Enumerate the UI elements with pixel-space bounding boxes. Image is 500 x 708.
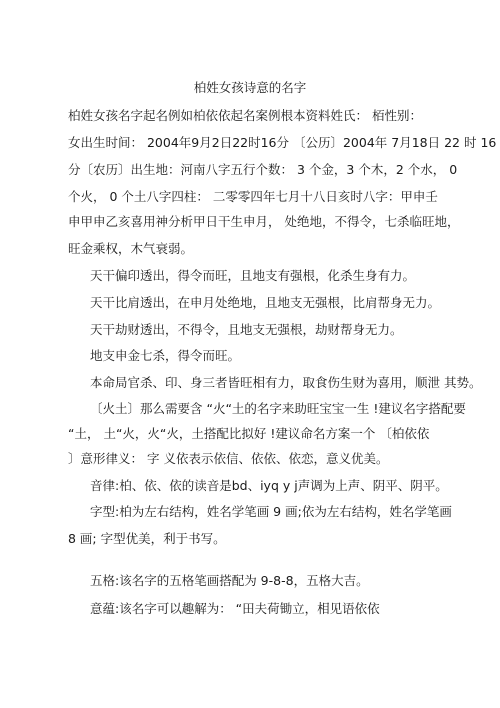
paragraph-line: 8 画; 字型优美，利于书写。 xyxy=(68,531,226,546)
paragraph-line: 旺金乘权，木气衰弱。 xyxy=(68,241,194,256)
paragraph-line: 本命局官杀、印、身三者皆旺相有力，取食伤生财为喜用，顺泄 其势。 xyxy=(90,375,482,390)
paragraph-line: 柏姓女孩名字起名例如柏依依起名案例根本资料姓氏： 栢性别： xyxy=(68,108,422,123)
paragraph-line: 〔火土〕那么需要含 “火“土的名字来助旺宝宝一生 !建议名字搭配要 xyxy=(90,401,466,416)
paragraph-line: 个火， 0 个土八字四柱： 二零零四年七月十八日亥时八字：甲申壬 xyxy=(68,189,438,204)
paragraph-line: 天干劫财透出，不得令，且地支无强根，劫财帮身无力。 xyxy=(90,322,403,337)
paragraph-line: 〕意形律义： 字 义依表示依信、依依、依恋，意义优美。 xyxy=(68,451,389,466)
paragraph-line: 申甲申乙亥喜用神分析甲日干生申月， 处绝地，不得令，七杀临旺地， xyxy=(68,214,460,229)
paragraph-line: 字型:柏为左右结构，姓名学笔画 9 画;依为左右结构，姓名学笔画 xyxy=(90,504,452,519)
paragraph-line: 地支申金七杀，得令而旺。 xyxy=(90,348,241,363)
paragraph-line: 女出生时间： 2004年9月2日22时16分 〔公历〕2004年 7月18日 22 时 16 xyxy=(68,135,497,150)
paragraph-line: 五格:该名字的五格笔画搭配为 9-8-8，五格大吉。 xyxy=(90,573,369,588)
paragraph-line: 天干比肩透出，在申月处绝地，且地支无强根，比肩帮身无力。 xyxy=(90,295,441,310)
paragraph-line: “土， 土“火，火“火，土搭配比拟好 !建议命名方案一个 〔柏依依 xyxy=(68,426,430,441)
paragraph-line: 分〔农历〕出生地：河南八字五行个数： 3 个金，3 个木，2 个水， 0 xyxy=(68,162,458,177)
paragraph-line: 音律:柏、依、依的读音是bd、iyq y j声调为上声、阴平、阴平。 xyxy=(90,478,448,493)
paragraph-line: 意蕴:该名字可以趣解为： “田夫荷锄立，相见语依依 xyxy=(90,601,380,616)
document-title: 柏姓女孩诗意的名字 xyxy=(193,80,307,95)
paragraph-line: 天干偏印透出，得令而旺，且地支有强根，化杀生身有力。 xyxy=(90,268,416,283)
